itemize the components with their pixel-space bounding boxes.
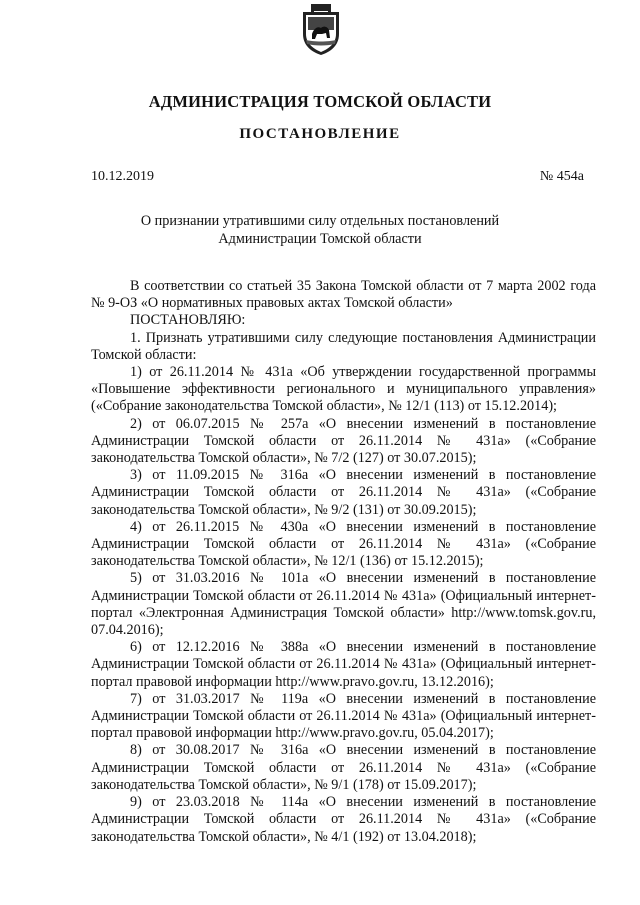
document-date: 10.12.2019 (91, 169, 154, 184)
list-item-4: 4) от 26.11.2015 № 430а «О внесении изменений в постановление Администрации Томской области от 26.11.2014 № 431а» («Собрание законодательства Томской области», № 12/1 (136) от 15.12.2015); (91, 518, 596, 570)
clause-1-intro: 1. Признать утратившими силу следующие постановления Администрации Томской области: (91, 329, 596, 363)
subject-line-1: О признании утратившими силу отдельных постановлений (140, 213, 500, 229)
subject-line-2: Администрации Томской области (218, 231, 422, 247)
list-item-5: 5) от 31.03.2016 № 101а «О внесении изменений в постановление Администрации Томской области от 26.11.2014 № 431а» (Официальный интернет-портал «Электронная Администрация Томской области» http://www.tomsk.gov.ru, 07.04.2016); (91, 570, 596, 639)
list-item-6: 6) от 12.12.2016 № 388а «О внесении изменений в постановление Администрации Томской области от 26.11.2014 № 431а» (Официальный интернет-портал правовой информации http://www.pravo.gov.ru, 13.12.2016); (91, 639, 596, 690)
list-item-7: 7) от 31.03.2017 № 119а «О внесении изменений в постановление Администрации Томской области от 26.11.2014 № 431а» (Официальный интернет-портал правовой информации http://www.pravo.gov.ru, 05.04.2017); (91, 690, 596, 742)
document-type: ПОСТАНОВЛЕНИЕ (239, 126, 401, 142)
list-item-8: 8) от 30.08.2017 № 316а «О внесении изменений в постановление Администрации Томской области от 26.11.2014 № 431а» («Собрание законодательства Томской области», № 9/1 (178) от 15.09.2017); (91, 742, 596, 793)
document-body (91, 278, 596, 846)
list-item-9: 9) от 23.03.2018 № 114а «О внесении изменений в постановление Администрации Томской области от 26.11.2014 № 431а» («Собрание законодательства Томской области», № 4/1 (192) от 13.04.2018); (91, 794, 596, 845)
list-item-1: 1) от 26.11.2014 № 431а «Об утверждении государственной программы «Повышение эффективности регионального и муниципального управления» («Собрание законодательства Томской области», № 12/1 (113) от 15.12.2014); (91, 364, 596, 415)
organization-title: АДМИНИСТРАЦИЯ ТОМСКОЙ ОБЛАСТИ (148, 92, 492, 111)
preamble-paragraph: В соответствии со статьей 35 Закона Томской области от 7 марта 2002 года № 9-ОЗ «О нормативных правовых актах Томской области» (91, 278, 596, 312)
document-number: № 454а (539, 169, 584, 184)
resolution-word: ПОСТАНОВЛЯЮ: (130, 312, 246, 329)
document-subject (0, 212, 640, 248)
list-item-3: 3) от 11.09.2015 № 316а «О внесении изменений в постановление Администрации Томской области от 26.11.2014 № 431а» («Собрание законодательства Томской области», № 9/2 (131) от 30.09.2015); (91, 467, 596, 518)
list-item-2: 2) от 06.07.2015 № 257а «О внесении изменений в постановление Администрации Томской области от 26.11.2014 № 431а» («Собрание законодательства Томской области», № 7/2 (127) от 30.07.2015); (91, 415, 596, 467)
coat-of-arms-icon (300, 4, 342, 56)
